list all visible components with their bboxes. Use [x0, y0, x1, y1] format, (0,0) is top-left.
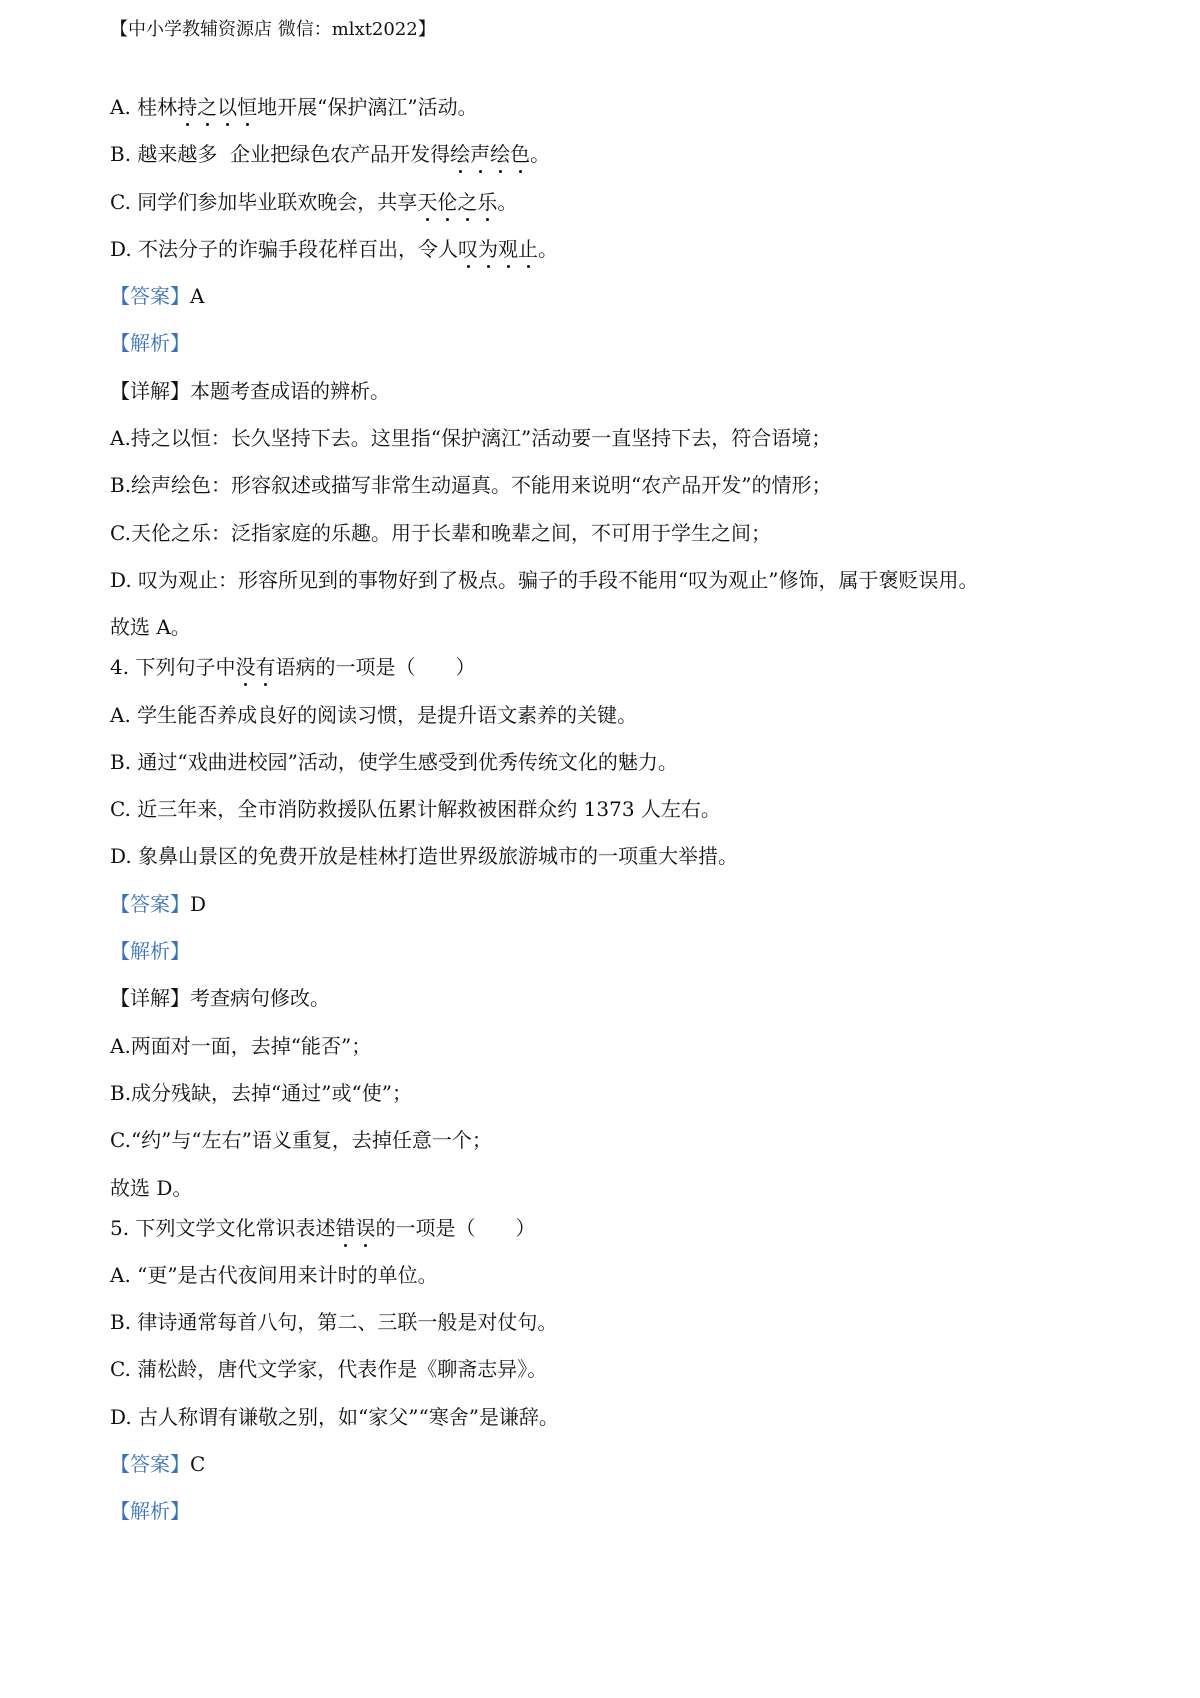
question-stem: 语病的一项是（ ）: [275, 655, 476, 680]
q4-analysis: [110, 938, 1100, 985]
answer-value: A: [190, 284, 205, 309]
question-stem: 5. 下列文学文化常识表述: [110, 1215, 336, 1240]
q4-detail: [110, 985, 1100, 1032]
detail-label: 【详解】: [110, 986, 190, 1011]
emphasis-char: 之: [457, 189, 478, 214]
emphasis-char: 止: [518, 236, 539, 261]
emphasis-char: 色: [510, 142, 531, 167]
q3-option-b: [110, 141, 1100, 188]
q3-conclusion: 故选 A。: [110, 615, 191, 640]
emphasis-char: 之: [197, 95, 218, 119]
option-text: C. 同学们参加毕业联欢晚会，共享: [110, 189, 418, 214]
emphasis-char: 错: [335, 1215, 356, 1240]
answer-label: 【答案】: [110, 284, 190, 309]
emphasis-char: 恒: [237, 95, 258, 119]
q3-option-a: [110, 94, 1100, 141]
page-header-watermark: 【中小学教辅资源店 微信：mlxt2022】: [110, 19, 436, 40]
q3-explanation-a: A.持之以恒：长久坚持下去。这里指“保护漓江”活动要一直坚持下去，符合语境；: [110, 426, 832, 451]
emphasis-char: 持: [177, 95, 198, 119]
q4-conclusion: 故选 D。: [110, 1175, 193, 1200]
q5-option-d: D. 古人称谓有谦敬之别，如“家父”“寒舍”是谦辞。: [110, 1404, 559, 1429]
q5-option-c: C. 蒲松龄，唐代文学家，代表作是《聊斋志异》。: [110, 1357, 548, 1382]
option-text: B. 越来越多 企业把绿色农产品开发得: [110, 142, 451, 167]
q4-option-c: C. 近三年来，全市消防救援队伍累计解救被困群众约 1373 人左右。: [110, 797, 721, 822]
q3-answer: [110, 283, 1100, 330]
document-body: [110, 94, 1100, 1546]
q4-explanation-a: A.两面对一面，去掉“能否”；: [110, 1033, 372, 1058]
option-text: 。: [497, 189, 518, 214]
analysis-label: 【解析】: [110, 939, 190, 964]
option-text: 地开展“保护漓江”活动。: [257, 95, 478, 119]
emphasis-char: 伦: [437, 189, 458, 214]
q3-explanation-d: D. 叹为观止：形容所见到的事物好到了极点。骗子的手段不能用“叹为观止”修饰，属于褒贬误用。: [110, 567, 979, 592]
question-stem: 4. 下列句子中: [110, 655, 236, 680]
q4-explanation-c: C.“约”与“左右”语义重复，去掉任意一个；: [110, 1128, 492, 1153]
q4-answer: [110, 891, 1100, 938]
emphasis-char: 有: [255, 655, 276, 680]
q3-analysis: [110, 330, 1100, 377]
detail-intro: 本题考查成语的辨析。: [190, 378, 390, 403]
detail-label: 【详解】: [110, 378, 190, 403]
emphasis-char: 绘: [490, 142, 511, 167]
question-stem: 的一项是（ ）: [375, 1215, 536, 1240]
emphasis-char: 误: [355, 1215, 376, 1240]
emphasis-char: 以: [217, 95, 238, 119]
q4-option-a: A. 学生能否养成良好的阅读习惯，是提升语文素养的关键。: [110, 702, 638, 727]
option-text: A. 桂林: [110, 95, 178, 119]
q5-option-b: B. 律诗通常每首八句，第二、三联一般是对仗句。: [110, 1310, 558, 1335]
option-text: 。: [538, 236, 559, 261]
emphasis-char: 天: [417, 189, 438, 214]
q3-option-d: [110, 236, 1100, 283]
q3-detail: [110, 378, 1100, 425]
q4-stem: [110, 654, 1100, 701]
q3-explanation-b: B.绘声绘色：形容叙述或描写非常生动逼真。不能用来说明“农产品开发”的情形；: [110, 473, 832, 498]
emphasis-char: 观: [498, 236, 519, 261]
q5-stem: [110, 1215, 1100, 1262]
answer-value: D: [190, 891, 207, 916]
q5-analysis: [110, 1498, 1100, 1545]
answer-value: C: [190, 1452, 206, 1477]
detail-intro: 考查病句修改。: [190, 986, 330, 1011]
emphasis-char: 叹: [458, 236, 479, 261]
option-text: D. 不法分子的诈骗手段花样百出，令人: [110, 236, 459, 261]
q5-option-a: A. “更”是古代夜间用来计时的单位。: [110, 1262, 438, 1287]
emphasis-char: 绘: [450, 142, 471, 167]
answer-label: 【答案】: [110, 891, 190, 916]
answer-label: 【答案】: [110, 1452, 190, 1477]
q3-option-c: [110, 189, 1100, 236]
q3-explanation-c: C.天伦之乐：泛指家庭的乐趣。用于长辈和晚辈之间，不可用于学生之间；: [110, 520, 771, 545]
emphasis-char: 乐: [477, 189, 498, 214]
emphasis-char: 为: [478, 236, 499, 261]
q4-explanation-b: B.成分残缺，去掉“通过”或“使”；: [110, 1080, 412, 1105]
emphasis-char: 声: [470, 142, 491, 167]
q4-option-d: D. 象鼻山景区的免费开放是桂林打造世界级旅游城市的一项重大举措。: [110, 844, 739, 869]
q5-answer: [110, 1451, 1100, 1498]
analysis-label: 【解析】: [110, 1499, 190, 1524]
emphasis-char: 没: [235, 655, 256, 680]
q4-option-b: B. 通过“戏曲进校园”活动，使学生感受到优秀传统文化的魅力。: [110, 749, 678, 774]
analysis-label: 【解析】: [110, 331, 190, 356]
option-text: 。: [530, 142, 551, 167]
